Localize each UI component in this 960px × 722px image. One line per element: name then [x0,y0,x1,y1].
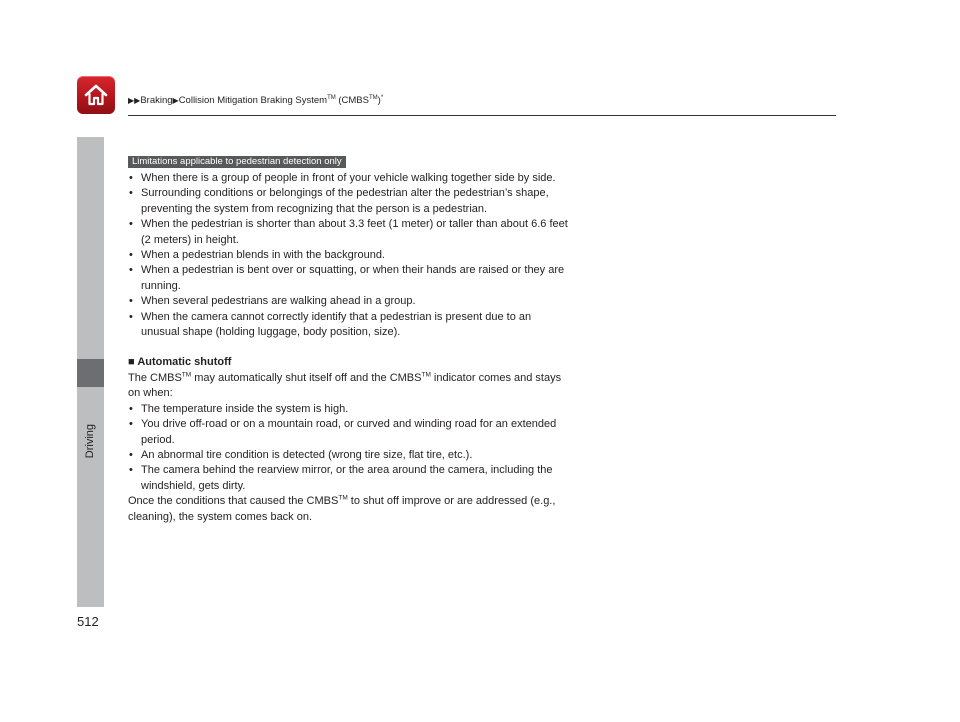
pedestrian-limitations-list [128,171,568,340]
list-item: • When a pedestrian is bent over or squatting, or when their hands are raised or they are running. [128,263,568,294]
list-item: • When several pedestrians are walking ahead in a group. [128,294,568,309]
page-number: 512 [77,614,99,629]
home-icon [83,82,109,108]
list-item: • When the pedestrian is shorter than about 3.3 feet (1 meter) or taller than about 6.6 feet (2 meters) in height. [128,217,568,248]
list-item: • When there is a group of people in front of your vehicle walking together side by side. [128,171,568,186]
breadcrumb-arrow-icon: ▶▶ [128,96,141,105]
breadcrumb-arrow-icon: ▶ [172,96,179,105]
side-tab-lower [77,387,104,607]
automatic-shutoff-intro: The CMBS™ may automatically shut itself off and the CMBS™ indicator comes and stays on when: [128,371,562,400]
list-item: • You drive off-road or on a mountain road, or curved and winding road for an extended period. [128,417,568,448]
pedestrian-limitations-tag: Limitations applicable to pedestrian detection only [128,156,346,168]
main-content [128,154,568,525]
list-item: • The temperature inside the system is high. [128,402,568,417]
square-bullet-icon: ■ [128,356,135,369]
home-button[interactable] [77,76,115,114]
list-item: • Surrounding conditions or belongings of the pedestrian alter the pedestrian’s shape, preventing the system from recognizing that the person is a pedestrian. [128,186,568,217]
list-item: • The camera behind the rearview mirror, or the area around the camera, including the windshield, gets dirty. [128,463,568,494]
breadcrumb [128,95,383,106]
breadcrumb-link-cmbs[interactable]: Collision Mitigation Braking System™ (CMBS™)* [178,94,384,106]
list-item: • When the camera cannot correctly identify that a pedestrian is present due to an unusual shape (holding luggage, body position, size). [128,310,568,341]
automatic-shutoff-conditions [128,402,568,494]
list-item: • An abnormal tire condition is detected (wrong tire size, flat tire, etc.). [128,448,568,463]
breadcrumb-link-braking[interactable]: Braking [140,95,173,106]
list-item: • When a pedestrian blends in with the background. [128,248,568,263]
side-tab-upper [77,137,104,359]
side-tab-marker [77,359,104,387]
automatic-shutoff-heading: ■ Automatic shutoff [128,356,232,369]
automatic-shutoff-closing: Once the conditions that caused the CMBS™ to shut off improve or are addressed (e.g., cleaning), the system comes back on. [128,494,556,523]
header-divider [128,115,836,116]
section-label: Driving [84,424,96,459]
